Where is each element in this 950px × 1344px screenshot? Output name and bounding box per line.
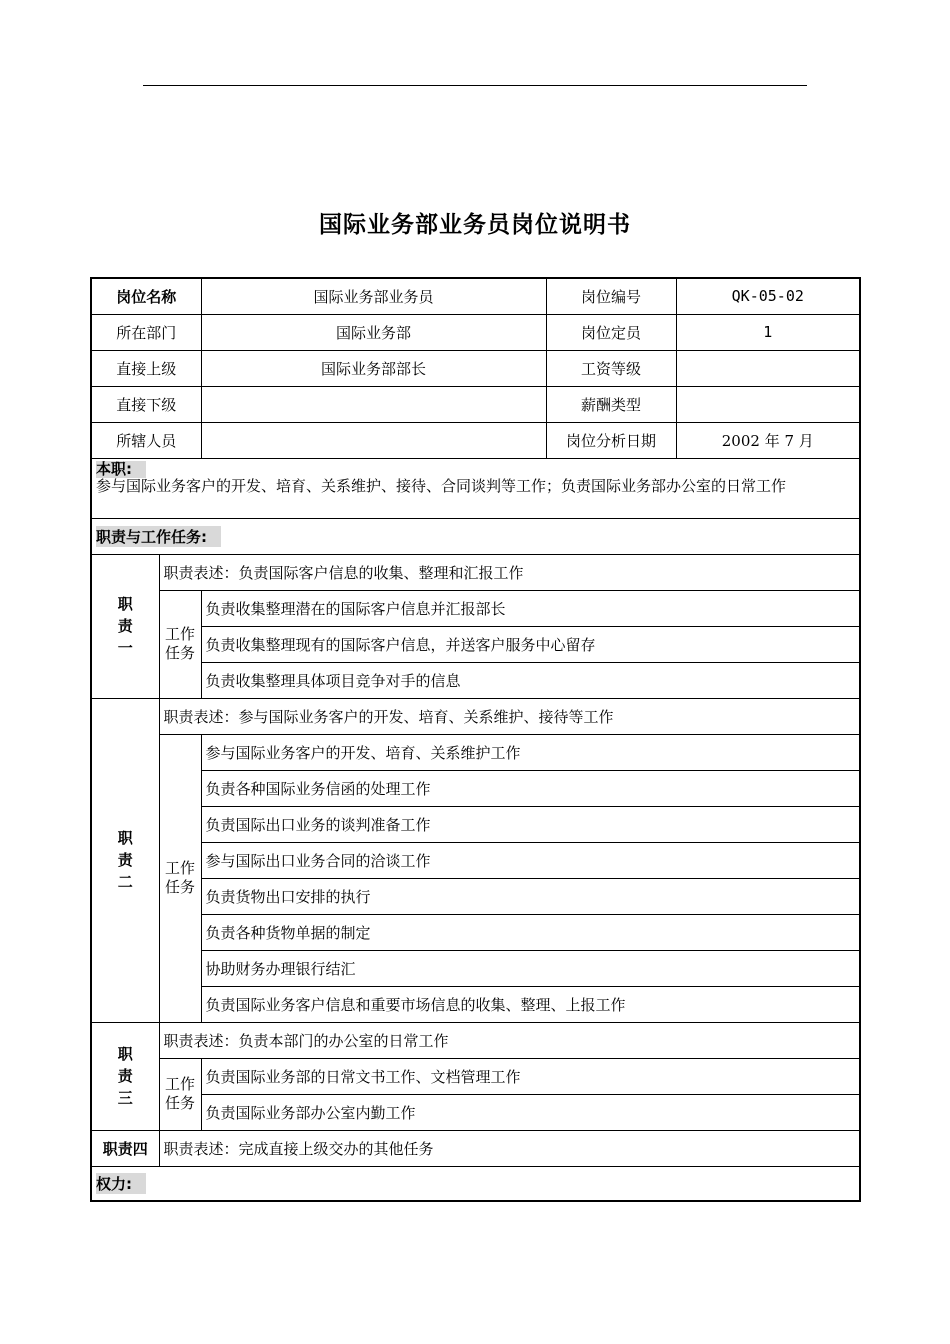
- summary-row: [91, 458, 860, 518]
- task-row: [91, 986, 860, 1022]
- info-row: [91, 314, 860, 350]
- info-value: 国际业务部部长: [201, 350, 546, 386]
- task-item: 负责货物出口安排的执行: [201, 878, 860, 914]
- info-value: [201, 422, 546, 458]
- info-label: 直接下级: [91, 386, 201, 422]
- duty-description: 职责表述：参与国际业务客户的开发、培育、关系维护、接待等工作: [159, 698, 860, 734]
- info-label: 薪酬类型: [546, 386, 676, 422]
- authority-row: [91, 1166, 860, 1201]
- info-label: 岗位分析日期: [546, 422, 676, 458]
- info-value: [201, 386, 546, 422]
- info-label: 工资等级: [546, 350, 676, 386]
- info-value: 1: [676, 314, 860, 350]
- duty-3-title: 职 责 三: [91, 1022, 159, 1130]
- authority-label: 权力:: [96, 1173, 146, 1194]
- task-row: [91, 950, 860, 986]
- task-row: [91, 770, 860, 806]
- info-label: 岗位定员: [546, 314, 676, 350]
- info-value: 国际业务部: [201, 314, 546, 350]
- task-item: 负责国际业务部办公室内勤工作: [201, 1094, 860, 1130]
- task-label: 工作 任务: [159, 1058, 201, 1130]
- task-row: [91, 806, 860, 842]
- task-item: 负责收集整理潜在的国际客户信息并汇报部长: [201, 590, 860, 626]
- info-label: 岗位名称: [91, 278, 201, 314]
- info-value: [676, 350, 860, 386]
- task-item: 参与国际业务客户的开发、培育、关系维护工作: [201, 734, 860, 770]
- duty-2-title: 职 责 二: [91, 698, 159, 1022]
- task-row: [91, 590, 860, 626]
- task-row: [91, 842, 860, 878]
- task-item: 负责各种国际业务信函的处理工作: [201, 770, 860, 806]
- task-label: 工作 任务: [159, 590, 201, 698]
- info-label: 岗位编号: [546, 278, 676, 314]
- task-row: [91, 1058, 860, 1094]
- task-row: [91, 626, 860, 662]
- summary-label: 本职:: [96, 461, 146, 478]
- duties-header-row: [91, 518, 860, 554]
- task-item: 负责各种货物单据的制定: [201, 914, 860, 950]
- header-rule: [143, 85, 807, 86]
- duties-header: 职责与工作任务:: [96, 526, 221, 547]
- duty-description-row: [91, 698, 860, 734]
- info-row: [91, 422, 860, 458]
- task-row: [91, 662, 860, 698]
- info-value: [676, 386, 860, 422]
- duty-description: 职责表述：负责国际客户信息的收集、整理和汇报工作: [159, 554, 860, 590]
- info-row: [91, 386, 860, 422]
- task-row: [91, 1094, 860, 1130]
- task-item: 参与国际出口业务合同的洽谈工作: [201, 842, 860, 878]
- duty-description: 职责表述：负责本部门的办公室的日常工作: [159, 1022, 860, 1058]
- duty-description-row: [91, 554, 860, 590]
- duty-description-row: [91, 1022, 860, 1058]
- info-row: [91, 350, 860, 386]
- task-item: 协助财务办理银行结汇: [201, 950, 860, 986]
- document-title: 国际业务部业务员岗位说明书: [319, 212, 631, 238]
- info-value: QK-05-02: [676, 278, 860, 314]
- task-item: 负责国际出口业务的谈判准备工作: [201, 806, 860, 842]
- info-value: 国际业务部业务员: [201, 278, 546, 314]
- info-label: 所在部门: [91, 314, 201, 350]
- info-label: 所辖人员: [91, 422, 201, 458]
- task-row: [91, 878, 860, 914]
- task-label: 工作 任务: [159, 734, 201, 1022]
- task-item: 负责收集整理具体项目竞争对手的信息: [201, 662, 860, 698]
- task-row: [91, 914, 860, 950]
- info-row: [91, 278, 860, 314]
- duty-description-row: [91, 1130, 860, 1166]
- summary-text: 参与国际业务客户的开发、培育、关系维护、接待、合同谈判等工作；负责国际业务部办公室的日常工作: [96, 476, 787, 495]
- task-item: 负责国际业务客户信息和重要市场信息的收集、整理、上报工作: [201, 986, 860, 1022]
- task-item: 负责国际业务部的日常文书工作、文档管理工作: [201, 1058, 860, 1094]
- duty-4-title: 职责四: [91, 1130, 159, 1166]
- task-item: 负责收集整理现有的国际客户信息，并送客户服务中心留存: [201, 626, 860, 662]
- job-description-table: [90, 277, 861, 1202]
- task-row: [91, 734, 860, 770]
- duty-1-title: 职 责 一: [91, 554, 159, 698]
- info-label: 直接上级: [91, 350, 201, 386]
- duty-description: 职责表述：完成直接上级交办的其他任务: [159, 1130, 860, 1166]
- info-value: 2002 年 7 月: [676, 422, 860, 458]
